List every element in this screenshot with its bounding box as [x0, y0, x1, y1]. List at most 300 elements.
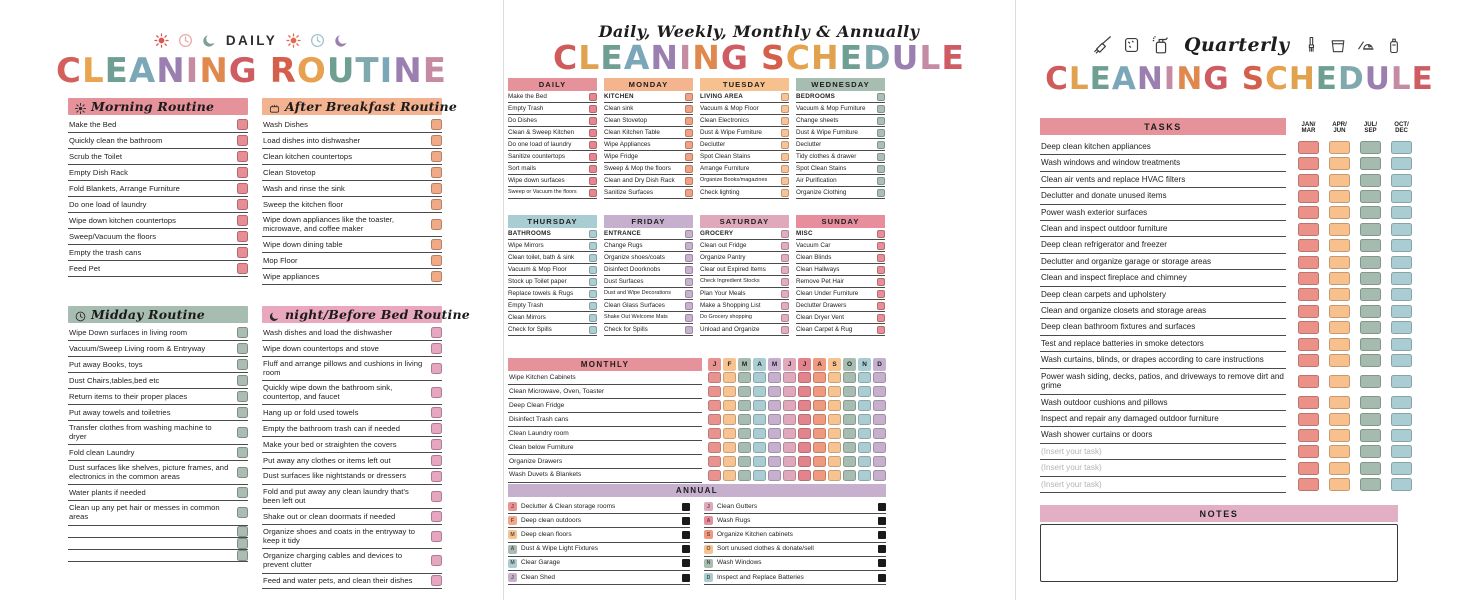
- quarterly-checkbox[interactable]: [1329, 223, 1350, 236]
- day-task-checkbox[interactable]: [685, 165, 693, 173]
- monthly-checkbox[interactable]: [828, 400, 841, 411]
- monthly-checkbox[interactable]: [813, 386, 826, 397]
- day-task-checkbox[interactable]: [781, 141, 789, 149]
- monthly-checkbox[interactable]: [753, 456, 766, 467]
- annual-checkbox[interactable]: [682, 574, 690, 582]
- quarterly-checkbox[interactable]: [1329, 239, 1350, 252]
- monthly-checkbox[interactable]: [813, 372, 826, 383]
- monthly-checkbox[interactable]: [753, 442, 766, 453]
- day-task-checkbox[interactable]: [685, 290, 693, 298]
- day-task-checkbox[interactable]: [589, 254, 597, 262]
- quarterly-checkbox[interactable]: [1329, 462, 1350, 475]
- day-task-checkbox[interactable]: [781, 290, 789, 298]
- quarterly-checkbox[interactable]: [1298, 354, 1319, 367]
- monthly-checkbox[interactable]: [858, 400, 871, 411]
- quarterly-checkbox[interactable]: [1329, 190, 1350, 203]
- routine-checkbox[interactable]: [237, 215, 248, 226]
- monthly-checkbox[interactable]: [723, 470, 736, 481]
- quarterly-checkbox[interactable]: [1391, 174, 1412, 187]
- quarterly-checkbox[interactable]: [1391, 305, 1412, 318]
- day-task-checkbox[interactable]: [589, 290, 597, 298]
- quarterly-checkbox[interactable]: [1360, 321, 1381, 334]
- routine-checkbox[interactable]: [431, 439, 442, 450]
- routine-checkbox[interactable]: [237, 183, 248, 194]
- monthly-checkbox[interactable]: [708, 456, 721, 467]
- monthly-checkbox[interactable]: [798, 428, 811, 439]
- quarterly-checkbox[interactable]: [1329, 141, 1350, 154]
- quarterly-checkbox[interactable]: [1391, 354, 1412, 367]
- routine-checkbox[interactable]: [237, 487, 248, 498]
- monthly-checkbox[interactable]: [858, 428, 871, 439]
- monthly-checkbox[interactable]: [843, 414, 856, 425]
- monthly-checkbox[interactable]: [723, 428, 736, 439]
- annual-checkbox[interactable]: [878, 517, 886, 525]
- quarterly-checkbox[interactable]: [1360, 190, 1381, 203]
- monthly-checkbox[interactable]: [798, 386, 811, 397]
- routine-checkbox[interactable]: [431, 471, 442, 482]
- monthly-checkbox[interactable]: [813, 442, 826, 453]
- monthly-checkbox[interactable]: [798, 414, 811, 425]
- day-task-checkbox[interactable]: [685, 278, 693, 286]
- quarterly-checkbox[interactable]: [1329, 288, 1350, 301]
- day-task-checkbox[interactable]: [685, 230, 693, 238]
- monthly-checkbox[interactable]: [858, 456, 871, 467]
- quarterly-checkbox[interactable]: [1298, 157, 1319, 170]
- quarterly-checkbox[interactable]: [1360, 338, 1381, 351]
- quarterly-checkbox[interactable]: [1329, 321, 1350, 334]
- quarterly-checkbox[interactable]: [1298, 239, 1319, 252]
- quarterly-checkbox[interactable]: [1360, 413, 1381, 426]
- annual-checkbox[interactable]: [682, 545, 690, 553]
- quarterly-checkbox[interactable]: [1360, 239, 1381, 252]
- monthly-checkbox[interactable]: [858, 372, 871, 383]
- day-task-checkbox[interactable]: [685, 141, 693, 149]
- day-task-checkbox[interactable]: [781, 230, 789, 238]
- day-task-checkbox[interactable]: [877, 242, 885, 250]
- quarterly-checkbox[interactable]: [1391, 272, 1412, 285]
- quarterly-checkbox[interactable]: [1360, 445, 1381, 458]
- quarterly-checkbox[interactable]: [1329, 445, 1350, 458]
- routine-checkbox[interactable]: [237, 167, 248, 178]
- quarterly-checkbox[interactable]: [1391, 429, 1412, 442]
- quarterly-checkbox[interactable]: [1360, 462, 1381, 475]
- monthly-checkbox[interactable]: [723, 414, 736, 425]
- quarterly-checkbox[interactable]: [1391, 413, 1412, 426]
- day-task-checkbox[interactable]: [589, 302, 597, 310]
- day-task-checkbox[interactable]: [589, 230, 597, 238]
- monthly-checkbox[interactable]: [873, 442, 886, 453]
- monthly-checkbox[interactable]: [768, 456, 781, 467]
- day-task-checkbox[interactable]: [589, 278, 597, 286]
- day-task-checkbox[interactable]: [781, 266, 789, 274]
- quarterly-checkbox[interactable]: [1391, 462, 1412, 475]
- quarterly-checkbox[interactable]: [1298, 462, 1319, 475]
- day-task-checkbox[interactable]: [877, 254, 885, 262]
- monthly-checkbox[interactable]: [843, 400, 856, 411]
- day-task-checkbox[interactable]: [685, 93, 693, 101]
- day-task-checkbox[interactable]: [685, 314, 693, 322]
- monthly-checkbox[interactable]: [708, 428, 721, 439]
- quarterly-checkbox[interactable]: [1298, 190, 1319, 203]
- monthly-checkbox[interactable]: [738, 442, 751, 453]
- routine-checkbox[interactable]: [237, 407, 248, 418]
- routine-checkbox[interactable]: [431, 199, 442, 210]
- quarterly-checkbox[interactable]: [1391, 206, 1412, 219]
- monthly-checkbox[interactable]: [783, 456, 796, 467]
- monthly-checkbox[interactable]: [873, 428, 886, 439]
- routine-checkbox[interactable]: [237, 135, 248, 146]
- day-task-checkbox[interactable]: [589, 314, 597, 322]
- quarterly-checkbox[interactable]: [1360, 174, 1381, 187]
- monthly-checkbox[interactable]: [768, 428, 781, 439]
- routine-checkbox[interactable]: [237, 199, 248, 210]
- routine-checkbox[interactable]: [431, 271, 442, 282]
- routine-checkbox[interactable]: [431, 423, 442, 434]
- quarterly-checkbox[interactable]: [1298, 305, 1319, 318]
- monthly-checkbox[interactable]: [873, 414, 886, 425]
- quarterly-checkbox[interactable]: [1329, 256, 1350, 269]
- quarterly-checkbox[interactable]: [1329, 174, 1350, 187]
- monthly-checkbox[interactable]: [828, 414, 841, 425]
- monthly-checkbox[interactable]: [723, 372, 736, 383]
- quarterly-checkbox[interactable]: [1391, 478, 1412, 491]
- day-task-checkbox[interactable]: [685, 302, 693, 310]
- monthly-checkbox[interactable]: [813, 414, 826, 425]
- routine-checkbox[interactable]: [431, 151, 442, 162]
- monthly-checkbox[interactable]: [843, 442, 856, 453]
- day-task-checkbox[interactable]: [685, 242, 693, 250]
- day-task-checkbox[interactable]: [781, 189, 789, 197]
- day-task-checkbox[interactable]: [877, 230, 885, 238]
- quarterly-checkbox[interactable]: [1298, 413, 1319, 426]
- monthly-checkbox[interactable]: [873, 456, 886, 467]
- monthly-checkbox[interactable]: [873, 400, 886, 411]
- quarterly-checkbox[interactable]: [1360, 256, 1381, 269]
- day-task-checkbox[interactable]: [877, 165, 885, 173]
- routine-checkbox[interactable]: [237, 327, 248, 338]
- monthly-checkbox[interactable]: [798, 470, 811, 481]
- monthly-checkbox[interactable]: [723, 386, 736, 397]
- routine-checkbox[interactable]: [431, 255, 442, 266]
- quarterly-task-label[interactable]: (Insert your task): [1040, 444, 1286, 460]
- monthly-checkbox[interactable]: [708, 470, 721, 481]
- routine-checkbox[interactable]: [431, 119, 442, 130]
- day-task-checkbox[interactable]: [685, 129, 693, 137]
- day-task-checkbox[interactable]: [877, 117, 885, 125]
- quarterly-checkbox[interactable]: [1298, 256, 1319, 269]
- day-task-checkbox[interactable]: [685, 117, 693, 125]
- quarterly-checkbox[interactable]: [1298, 174, 1319, 187]
- monthly-checkbox[interactable]: [723, 400, 736, 411]
- day-task-checkbox[interactable]: [877, 266, 885, 274]
- day-task-checkbox[interactable]: [685, 254, 693, 262]
- quarterly-checkbox[interactable]: [1329, 354, 1350, 367]
- monthly-checkbox[interactable]: [768, 400, 781, 411]
- day-task-checkbox[interactable]: [685, 326, 693, 334]
- quarterly-checkbox[interactable]: [1391, 157, 1412, 170]
- monthly-checkbox[interactable]: [708, 414, 721, 425]
- quarterly-checkbox[interactable]: [1391, 141, 1412, 154]
- quarterly-checkbox[interactable]: [1329, 478, 1350, 491]
- quarterly-checkbox[interactable]: [1391, 321, 1412, 334]
- routine-checkbox[interactable]: [237, 375, 248, 386]
- annual-checkbox[interactable]: [682, 559, 690, 567]
- quarterly-checkbox[interactable]: [1360, 305, 1381, 318]
- day-task-checkbox[interactable]: [589, 141, 597, 149]
- day-task-checkbox[interactable]: [589, 242, 597, 250]
- day-task-checkbox[interactable]: [589, 177, 597, 185]
- quarterly-task-label[interactable]: (Insert your task): [1040, 460, 1286, 476]
- quarterly-checkbox[interactable]: [1391, 239, 1412, 252]
- monthly-checkbox[interactable]: [843, 386, 856, 397]
- monthly-checkbox[interactable]: [768, 372, 781, 383]
- day-task-checkbox[interactable]: [877, 326, 885, 334]
- quarterly-checkbox[interactable]: [1298, 223, 1319, 236]
- routine-checkbox[interactable]: [237, 263, 248, 274]
- monthly-checkbox[interactable]: [843, 470, 856, 481]
- routine-checkbox[interactable]: [431, 167, 442, 178]
- quarterly-checkbox[interactable]: [1298, 478, 1319, 491]
- day-task-checkbox[interactable]: [685, 189, 693, 197]
- quarterly-checkbox[interactable]: [1329, 206, 1350, 219]
- monthly-checkbox[interactable]: [858, 470, 871, 481]
- monthly-checkbox[interactable]: [783, 400, 796, 411]
- monthly-checkbox[interactable]: [738, 414, 751, 425]
- monthly-checkbox[interactable]: [873, 372, 886, 383]
- routine-checkbox[interactable]: [431, 455, 442, 466]
- monthly-checkbox[interactable]: [858, 386, 871, 397]
- monthly-checkbox[interactable]: [798, 372, 811, 383]
- monthly-checkbox[interactable]: [753, 414, 766, 425]
- day-task-checkbox[interactable]: [781, 117, 789, 125]
- routine-checkbox[interactable]: [237, 119, 248, 130]
- routine-checkbox[interactable]: [237, 467, 248, 478]
- monthly-checkbox[interactable]: [768, 386, 781, 397]
- quarterly-checkbox[interactable]: [1298, 272, 1319, 285]
- monthly-checkbox[interactable]: [768, 470, 781, 481]
- routine-checkbox[interactable]: [431, 327, 442, 338]
- monthly-checkbox[interactable]: [783, 372, 796, 383]
- routine-checkbox[interactable]: [431, 491, 442, 502]
- quarterly-checkbox[interactable]: [1329, 338, 1350, 351]
- day-task-checkbox[interactable]: [589, 93, 597, 101]
- quarterly-checkbox[interactable]: [1298, 206, 1319, 219]
- monthly-checkbox[interactable]: [828, 428, 841, 439]
- quarterly-checkbox[interactable]: [1391, 288, 1412, 301]
- monthly-checkbox[interactable]: [753, 372, 766, 383]
- day-task-checkbox[interactable]: [877, 177, 885, 185]
- day-task-checkbox[interactable]: [781, 314, 789, 322]
- quarterly-checkbox[interactable]: [1298, 338, 1319, 351]
- quarterly-checkbox[interactable]: [1360, 206, 1381, 219]
- monthly-checkbox[interactable]: [738, 372, 751, 383]
- monthly-checkbox[interactable]: [753, 386, 766, 397]
- routine-checkbox[interactable]: [237, 550, 248, 561]
- monthly-checkbox[interactable]: [843, 456, 856, 467]
- day-task-checkbox[interactable]: [685, 266, 693, 274]
- monthly-checkbox[interactable]: [753, 470, 766, 481]
- routine-checkbox[interactable]: [237, 231, 248, 242]
- quarterly-checkbox[interactable]: [1329, 375, 1350, 388]
- monthly-checkbox[interactable]: [828, 372, 841, 383]
- quarterly-checkbox[interactable]: [1298, 375, 1319, 388]
- day-task-checkbox[interactable]: [589, 129, 597, 137]
- routine-checkbox[interactable]: [237, 447, 248, 458]
- monthly-checkbox[interactable]: [873, 386, 886, 397]
- day-task-checkbox[interactable]: [589, 165, 597, 173]
- monthly-checkbox[interactable]: [708, 386, 721, 397]
- quarterly-checkbox[interactable]: [1391, 190, 1412, 203]
- routine-checkbox[interactable]: [431, 407, 442, 418]
- quarterly-checkbox[interactable]: [1329, 305, 1350, 318]
- quarterly-checkbox[interactable]: [1391, 445, 1412, 458]
- monthly-checkbox[interactable]: [723, 456, 736, 467]
- quarterly-checkbox[interactable]: [1391, 256, 1412, 269]
- monthly-checkbox[interactable]: [798, 400, 811, 411]
- monthly-checkbox[interactable]: [798, 456, 811, 467]
- monthly-checkbox[interactable]: [813, 456, 826, 467]
- monthly-checkbox[interactable]: [708, 372, 721, 383]
- quarterly-checkbox[interactable]: [1360, 157, 1381, 170]
- quarterly-checkbox[interactable]: [1360, 141, 1381, 154]
- routine-checkbox[interactable]: [237, 247, 248, 258]
- day-task-checkbox[interactable]: [781, 93, 789, 101]
- quarterly-checkbox[interactable]: [1391, 375, 1412, 388]
- quarterly-checkbox[interactable]: [1329, 396, 1350, 409]
- routine-checkbox[interactable]: [431, 575, 442, 586]
- day-task-checkbox[interactable]: [589, 266, 597, 274]
- monthly-checkbox[interactable]: [828, 442, 841, 453]
- annual-checkbox[interactable]: [878, 531, 886, 539]
- monthly-checkbox[interactable]: [783, 414, 796, 425]
- monthly-checkbox[interactable]: [873, 470, 886, 481]
- routine-checkbox[interactable]: [237, 359, 248, 370]
- monthly-checkbox[interactable]: [843, 372, 856, 383]
- quarterly-checkbox[interactable]: [1298, 429, 1319, 442]
- day-task-checkbox[interactable]: [589, 117, 597, 125]
- day-task-checkbox[interactable]: [781, 177, 789, 185]
- day-task-checkbox[interactable]: [781, 302, 789, 310]
- routine-checkbox[interactable]: [431, 219, 442, 230]
- day-task-checkbox[interactable]: [877, 278, 885, 286]
- monthly-checkbox[interactable]: [843, 428, 856, 439]
- day-task-checkbox[interactable]: [877, 189, 885, 197]
- annual-checkbox[interactable]: [682, 503, 690, 511]
- monthly-checkbox[interactable]: [828, 470, 841, 481]
- day-task-checkbox[interactable]: [781, 326, 789, 334]
- day-task-checkbox[interactable]: [877, 290, 885, 298]
- monthly-checkbox[interactable]: [783, 386, 796, 397]
- day-task-checkbox[interactable]: [877, 105, 885, 113]
- routine-checkbox[interactable]: [237, 151, 248, 162]
- monthly-checkbox[interactable]: [783, 442, 796, 453]
- annual-checkbox[interactable]: [682, 531, 690, 539]
- day-task-checkbox[interactable]: [781, 278, 789, 286]
- routine-checkbox[interactable]: [431, 555, 442, 566]
- day-task-checkbox[interactable]: [781, 242, 789, 250]
- monthly-checkbox[interactable]: [738, 470, 751, 481]
- annual-checkbox[interactable]: [878, 574, 886, 582]
- quarterly-checkbox[interactable]: [1298, 141, 1319, 154]
- monthly-checkbox[interactable]: [783, 428, 796, 439]
- day-task-checkbox[interactable]: [877, 153, 885, 161]
- routine-checkbox[interactable]: [237, 391, 248, 402]
- monthly-checkbox[interactable]: [738, 386, 751, 397]
- quarterly-task-label[interactable]: (Insert your task): [1040, 477, 1286, 493]
- day-task-checkbox[interactable]: [781, 254, 789, 262]
- routine-checkbox[interactable]: [237, 526, 248, 537]
- quarterly-checkbox[interactable]: [1360, 223, 1381, 236]
- day-task-checkbox[interactable]: [685, 153, 693, 161]
- monthly-checkbox[interactable]: [723, 442, 736, 453]
- monthly-checkbox[interactable]: [828, 386, 841, 397]
- day-task-checkbox[interactable]: [589, 105, 597, 113]
- routine-checkbox[interactable]: [237, 343, 248, 354]
- day-task-checkbox[interactable]: [877, 302, 885, 310]
- notes-field[interactable]: [1040, 524, 1398, 582]
- day-task-checkbox[interactable]: [877, 93, 885, 101]
- quarterly-checkbox[interactable]: [1360, 272, 1381, 285]
- routine-checkbox[interactable]: [431, 239, 442, 250]
- day-task-checkbox[interactable]: [781, 105, 789, 113]
- monthly-checkbox[interactable]: [798, 442, 811, 453]
- day-task-checkbox[interactable]: [781, 129, 789, 137]
- quarterly-checkbox[interactable]: [1298, 321, 1319, 334]
- routine-checkbox[interactable]: [431, 363, 442, 374]
- monthly-checkbox[interactable]: [783, 470, 796, 481]
- quarterly-checkbox[interactable]: [1298, 396, 1319, 409]
- monthly-checkbox[interactable]: [813, 470, 826, 481]
- day-task-checkbox[interactable]: [685, 177, 693, 185]
- quarterly-checkbox[interactable]: [1360, 375, 1381, 388]
- quarterly-checkbox[interactable]: [1391, 396, 1412, 409]
- monthly-checkbox[interactable]: [738, 456, 751, 467]
- annual-checkbox[interactable]: [878, 545, 886, 553]
- quarterly-checkbox[interactable]: [1329, 157, 1350, 170]
- day-task-checkbox[interactable]: [685, 105, 693, 113]
- routine-checkbox[interactable]: [431, 531, 442, 542]
- routine-checkbox[interactable]: [431, 511, 442, 522]
- monthly-checkbox[interactable]: [753, 400, 766, 411]
- quarterly-checkbox[interactable]: [1298, 288, 1319, 301]
- annual-checkbox[interactable]: [878, 503, 886, 511]
- routine-checkbox[interactable]: [431, 183, 442, 194]
- monthly-checkbox[interactable]: [708, 400, 721, 411]
- quarterly-checkbox[interactable]: [1360, 478, 1381, 491]
- quarterly-checkbox[interactable]: [1298, 445, 1319, 458]
- monthly-checkbox[interactable]: [768, 414, 781, 425]
- monthly-checkbox[interactable]: [738, 400, 751, 411]
- day-task-checkbox[interactable]: [781, 153, 789, 161]
- routine-checkbox[interactable]: [237, 427, 248, 438]
- annual-checkbox[interactable]: [682, 517, 690, 525]
- routine-checkbox[interactable]: [431, 135, 442, 146]
- monthly-checkbox[interactable]: [858, 442, 871, 453]
- day-task-checkbox[interactable]: [781, 165, 789, 173]
- quarterly-checkbox[interactable]: [1360, 288, 1381, 301]
- routine-checkbox[interactable]: [237, 507, 248, 518]
- quarterly-checkbox[interactable]: [1360, 396, 1381, 409]
- quarterly-checkbox[interactable]: [1391, 223, 1412, 236]
- day-task-checkbox[interactable]: [877, 129, 885, 137]
- monthly-checkbox[interactable]: [708, 442, 721, 453]
- routine-checkbox[interactable]: [431, 387, 442, 398]
- quarterly-checkbox[interactable]: [1391, 338, 1412, 351]
- monthly-checkbox[interactable]: [813, 400, 826, 411]
- quarterly-checkbox[interactable]: [1329, 413, 1350, 426]
- day-task-checkbox[interactable]: [877, 141, 885, 149]
- monthly-checkbox[interactable]: [768, 442, 781, 453]
